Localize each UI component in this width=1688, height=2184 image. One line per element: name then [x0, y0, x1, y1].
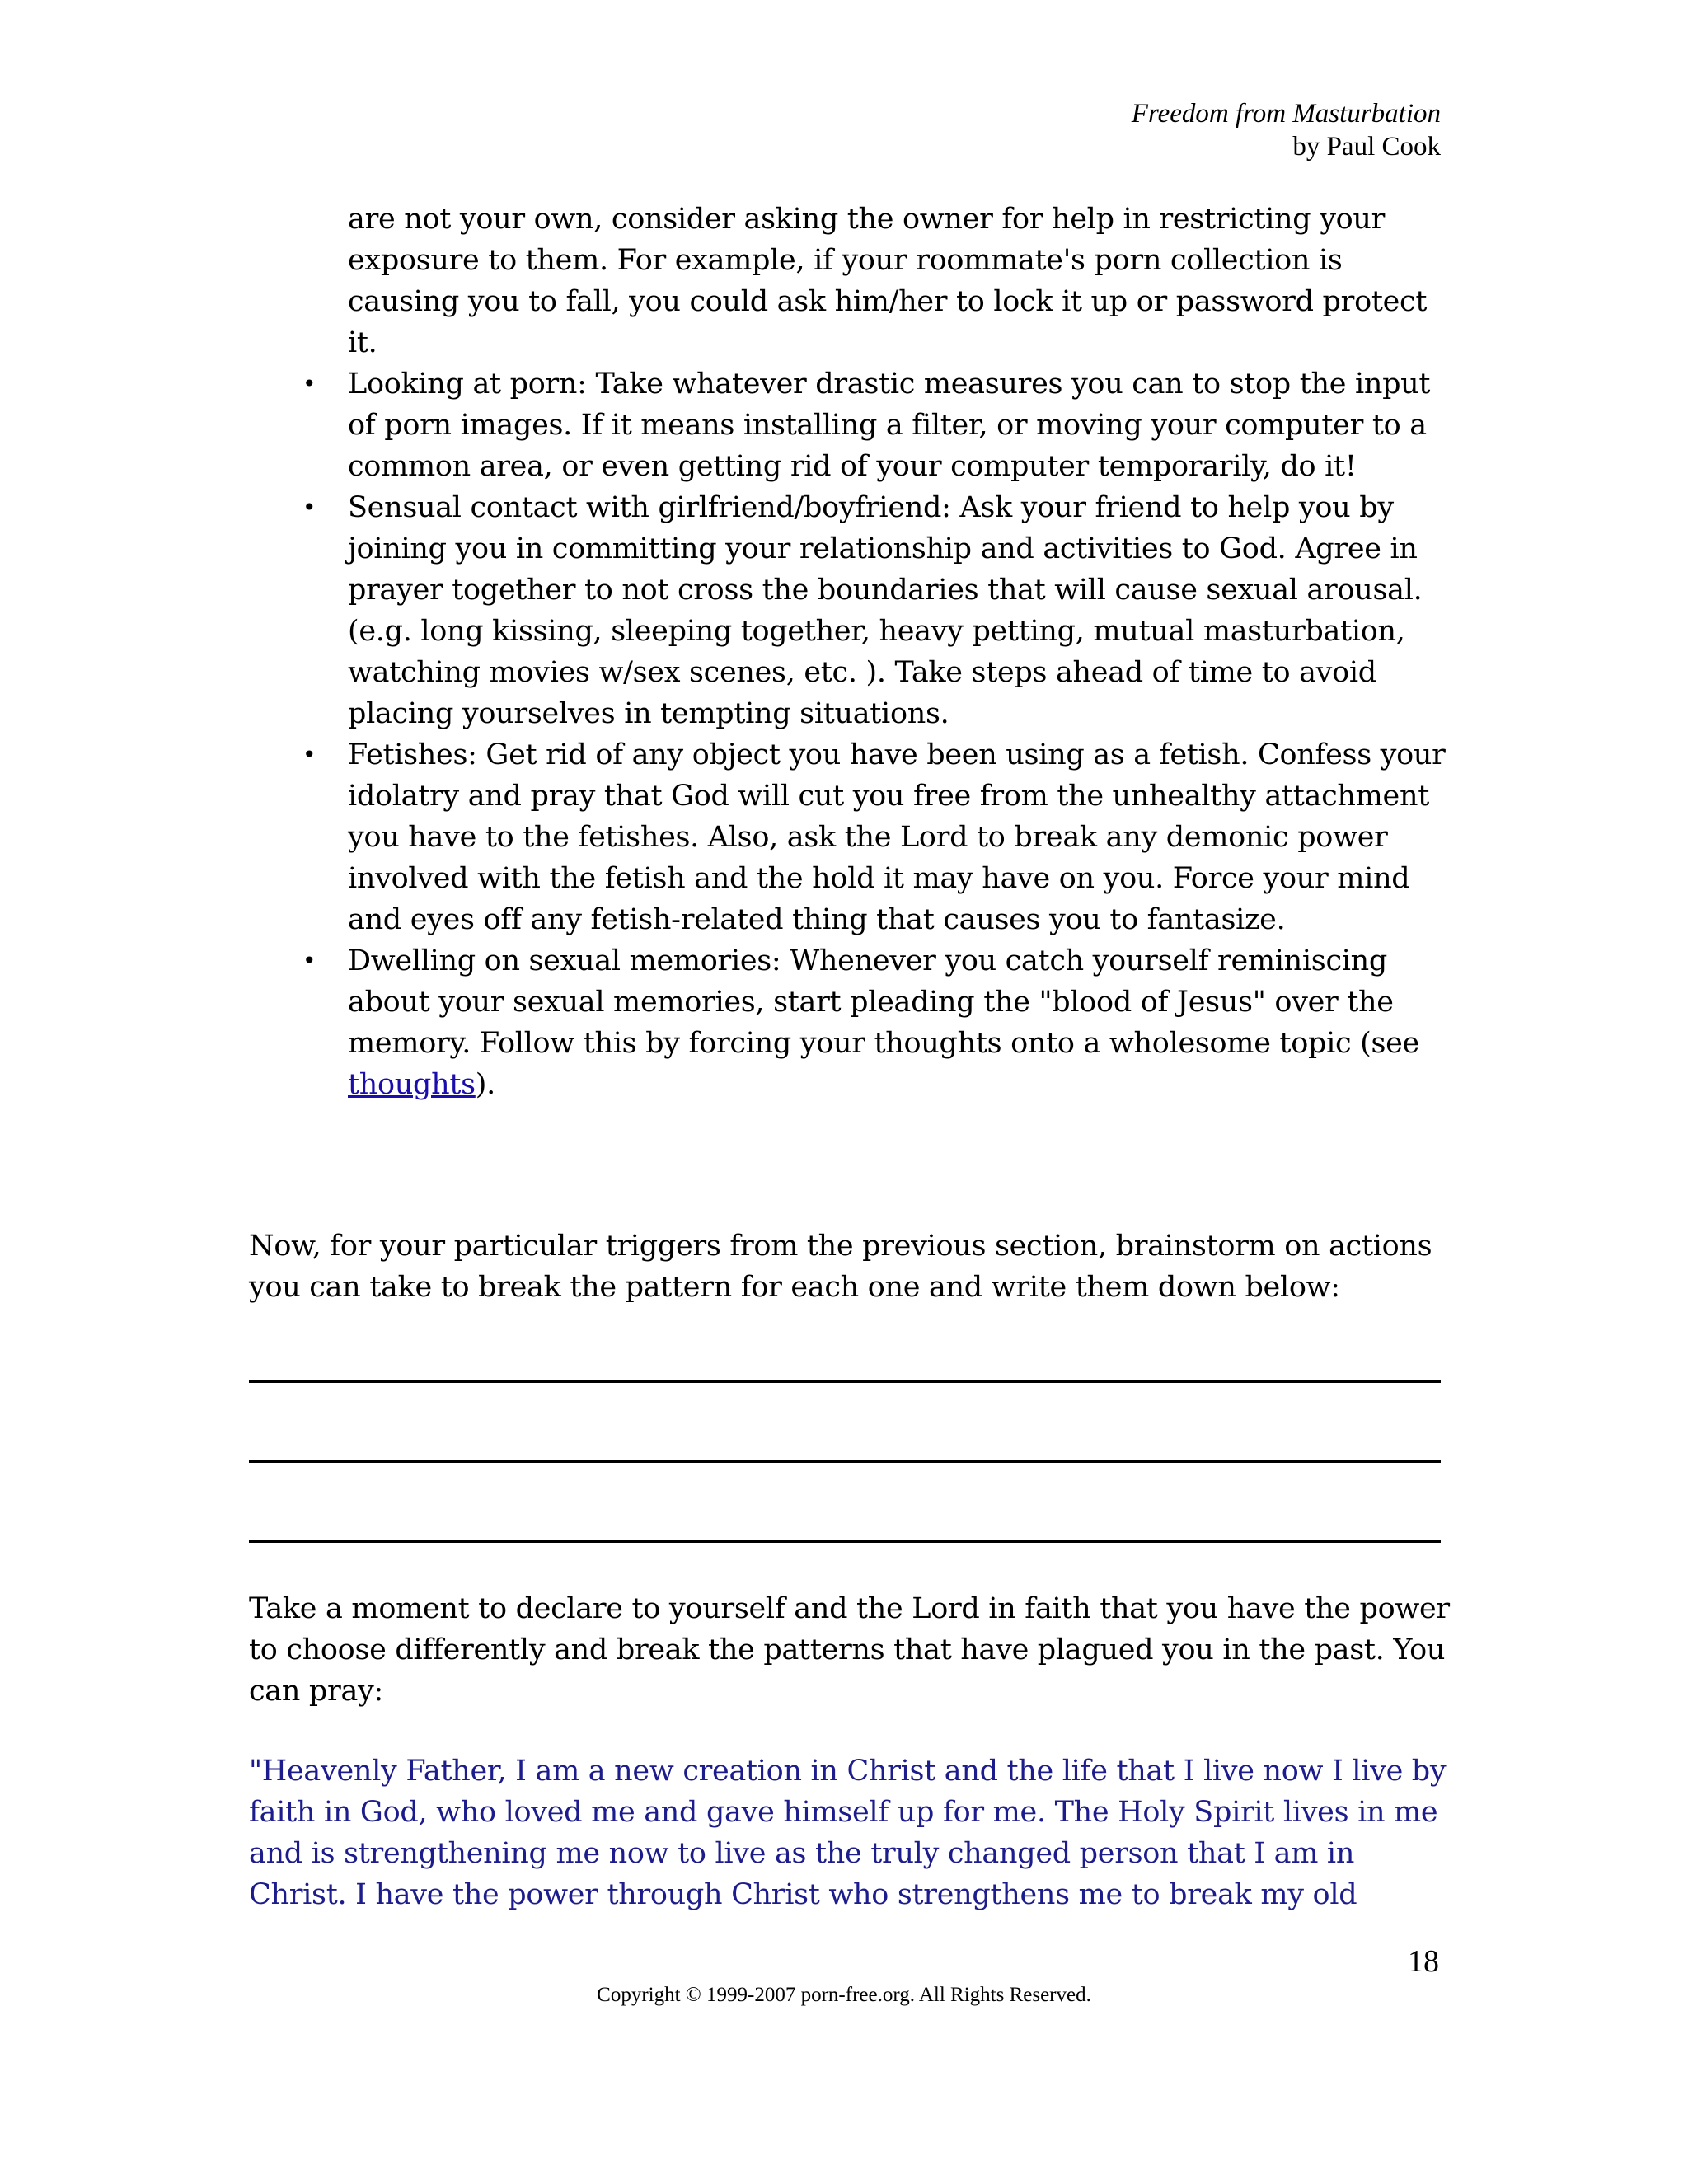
- declare-paragraph: Take a moment to declare to yourself and the Lord in faith that you have the power to choose differently and break the patterns that have plagued you in the past. You can pray:: [249, 1592, 1450, 1708]
- bullet-marker: •: [302, 494, 316, 521]
- bullet-text: Sensual contact with girlfriend/boyfriend: Ask your friend to help you by joining you in committing your relationship and activities to God. Agree in prayer together to not cross the boundaries that will cause sexual arousal. (e.g. long kissing, sleeping together, heavy petting, mutual masturbation, watching movies w/sex scenes, etc. ). Take steps ahead of time to avoid placing yourselves in tempting situations.: [348, 491, 1423, 730]
- thoughts-link[interactable]: thoughts: [348, 1068, 476, 1101]
- answer-line-3[interactable]: [249, 1540, 1441, 1543]
- bullet-text: Looking at porn: Take whatever drastic measures you can to stop the input of porn images. If it means installing a filter, or moving your computer to a common area, or even getting rid of your computer temporarily, do it!: [348, 368, 1431, 483]
- running-header: [1132, 97, 1441, 163]
- bullet-marker: •: [302, 741, 316, 768]
- bullet-item: [302, 363, 1452, 487]
- header-author: by Paul Cook: [1292, 132, 1441, 162]
- bullet-text: Fetishes: Get rid of any object you have been using as a fetish. Confess your idolatry and pray that God will cut you free from the unhealthy attachment you have to the fetishes. Also, ask the Lord to break any demonic power involved with the fetish and the hold it may have on you. Force your mind and eyes off any fetish-related thing that causes you to fantasize.: [348, 738, 1446, 936]
- continuation-text: are not your own, consider asking the owner for help in restricting your exposure to them. For example, if your roommate's porn collection is causing you to fall, you could ask him/her to lock it up or password protect it.: [348, 203, 1428, 359]
- bullet-marker: •: [302, 370, 316, 397]
- page-number: 18: [1408, 1944, 1439, 1979]
- bullet-item: [302, 940, 1452, 1105]
- copyright-footer: Copyright © 1999-2007 porn-free.org. All Rights Reserved.: [597, 1984, 1091, 2006]
- bullet-marker: •: [302, 947, 316, 974]
- bullet-text-end: ).: [475, 1068, 495, 1101]
- actions-paragraph: Now, for your particular triggers from the previous section, brainstorm on actions you can take to break the pattern for each one and write them down below:: [249, 1230, 1432, 1304]
- header-title: Freedom from Masturbation: [1131, 99, 1441, 129]
- prayer-text: "Heavenly Father, I am a new creation in Christ and the life that I live now I live by faith in God, who loved me and gave himself up for me. The Holy Spirit lives in me and is strengthening me now to live as the truly changed person that I am in Christ. I have the power through Christ who strengthens me to break my old: [249, 1755, 1447, 1911]
- bullet-list: [302, 363, 1452, 1105]
- bullet-item: [302, 487, 1452, 734]
- bullet-text: Dwelling on sexual memories: Whenever you catch yourself reminiscing about your sexual memories, start pleading the "blood of Jesus" over the memory. Follow this by forcing your thoughts onto a wholesome topic (see: [348, 944, 1419, 1060]
- bullet-item: [302, 734, 1452, 940]
- answer-line-1[interactable]: [249, 1380, 1441, 1383]
- answer-line-2[interactable]: [249, 1460, 1441, 1463]
